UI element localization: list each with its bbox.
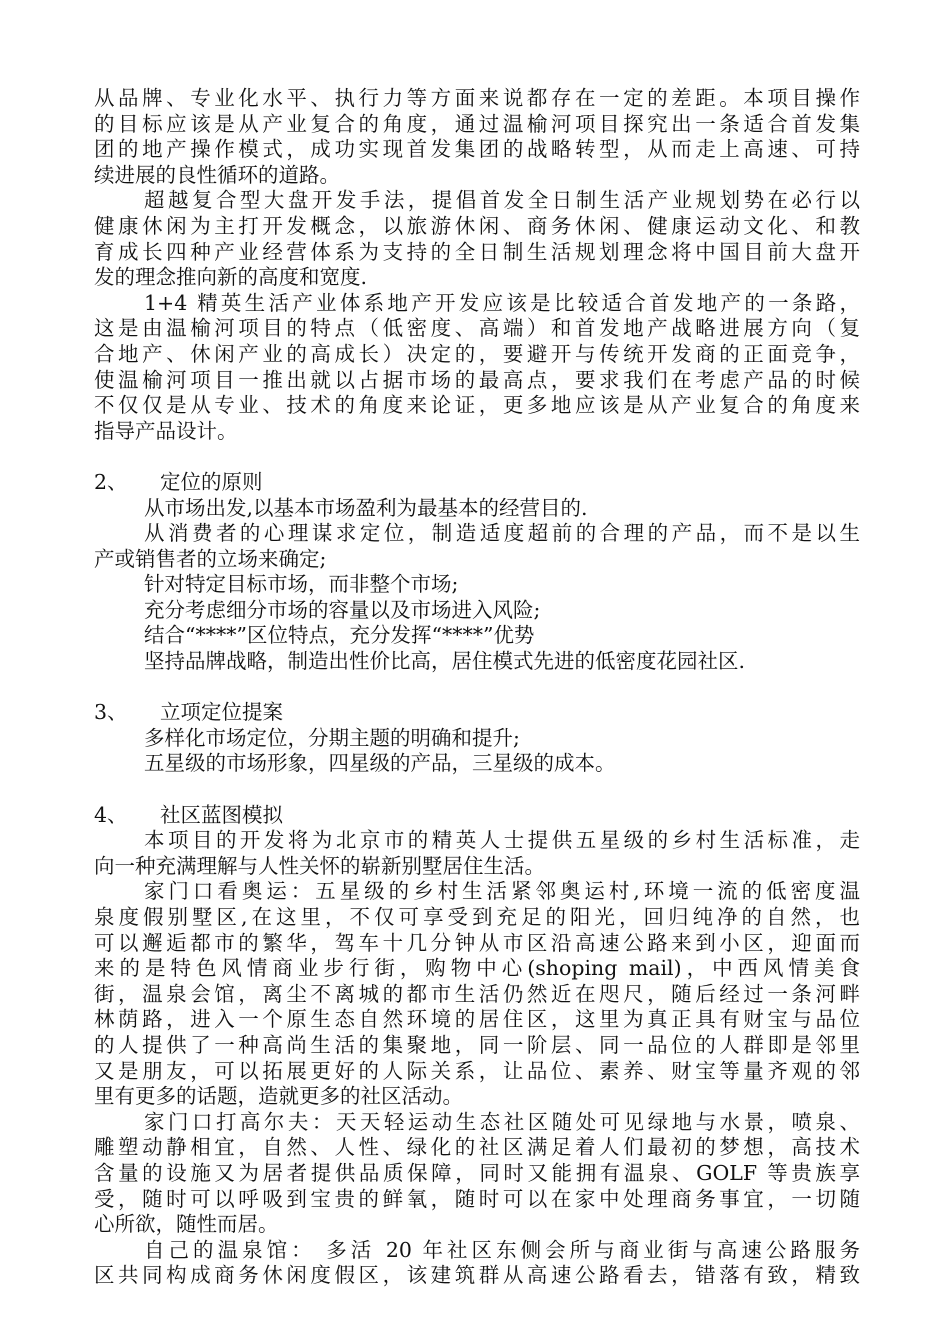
section-title: 立项定位提案 [160,700,283,725]
text-line: 发的理念推向新的高度和宽度. [94,265,368,290]
text-line: 林荫路，进入一个原生态自然环境的居住区，这里为真正具有财宝与品位 [94,1007,860,1032]
text-line: 团的地产操作模式，成功实现首发集团的战略转型，从而走上高速、可持 [94,137,860,162]
text-line: 从品牌、专业化水平、执行力等方面来说都存在一定的差距。本项目操作 [94,86,860,110]
text-line: 向一种充满理解与人性关怀的崭新别墅居住生活。 [94,853,545,878]
section-heading [94,470,860,496]
text-line: 超越复合型大盘开发手法，提倡首发全日制生活产业规划势在必行以 [144,188,860,213]
text-line: 使温榆河项目一推出就以占据市场的最高点，要求我们在考虑产品的时候 [94,367,860,392]
section-heading [94,700,860,726]
text-line: 含量的设施又为居者提供品质保障，同时又能拥有温泉、GOLF 等贵族享 [94,1160,860,1185]
text-line: 这是由温榆河项目的特点（低密度、高端）和首发地产战略进展方向（复 [94,316,860,341]
text-line: 家门口打高尔夫：天天轻运动生态社区随处可见绿地与水景，喷泉、 [144,1109,860,1134]
text-line: 1+4 精英生活产业体系地产开发应该是比较适合首发地产的一条路， [144,290,860,315]
text-line: 不仅仅是从专业、技术的角度来论证，更多地应该是从产业复合的角度来 [94,393,860,418]
text-line: 多样化市场定位，分期主题的明确和提升; [144,725,520,750]
section-number: 2、 [94,469,128,494]
text-line: 育成长四种产业经营体系为支持的全日制生活规划理念将中国目前大盘开 [94,239,860,264]
text-line: 坚持品牌战略，制造出性价比高，居住模式先进的低密度花园社区. [144,649,746,674]
document-page [94,86,860,1289]
text-line: 本项目的开发将为北京市的精英人士提供五星级的乡村生活标准，走 [144,828,860,853]
text-line: 里有更多的话题，造就更多的社区活动。 [94,1084,463,1109]
text-line: 泉度假别墅区,在这里，不仅可享受到充足的阳光，回归纯净的自然，也 [94,905,860,929]
section-number: 4、 [94,802,128,827]
text-line: 结合“****”区位特点，充分发挥“****”优势 [144,623,535,648]
section-number: 3、 [94,700,128,725]
text-line: 指导产品设计。 [94,418,238,443]
text-line: 续进展的良性循环的道路。 [94,162,340,187]
text-line: 的人提供了一种高尚生活的集聚地，同一阶层、同一品位的人群即是邻里 [94,1032,860,1057]
text-line: 从市场出发,以基本市场盈利为最基本的经营目的. [144,495,588,520]
text-line: 产或销售者的立场来确定; [94,546,327,571]
text-line: 雕塑动静相宜，自然、人性、绿化的社区满足着人们最初的梦想，高技术 [94,1135,860,1160]
paragraph-gap [94,444,860,470]
text-line: 的目标应该是从产业复合的角度，通过温榆河项目探究出一条适合首发集 [94,111,860,136]
text-line: 健康休闲为主打开发概念，以旅游休闲、商务休闲、健康运动文化、和教 [94,213,860,238]
text-line: 又是朋友，可以拓展更好的人际关系，让品位、素养、财宝等量齐观的邻 [94,1058,860,1083]
section-title: 定位的原则 [160,469,263,494]
text-line: 受，随时可以呼吸到宝贵的鲜氧，随时可以在家中处理商务事宜，一切随 [94,1186,860,1211]
section-heading [94,803,860,829]
text-line: 自己的温泉馆： 多活 20 年社区东侧会所与商业街与高速公路服务 [144,1237,860,1262]
text-line: 来的是特色风情商业步行街，购物中心(shoping mail)，中西风情美食 [94,956,860,981]
text-line: 区共同构成商务休闲度假区，该建筑群从高速公路看去，错落有致，精致 [94,1263,860,1288]
text-line: 可以邂逅都市的繁华，驾车十几分钟从市区沿高速公路来到小区，迎面而 [94,930,860,955]
text-line: 合地产、休闲产业的高成长）决定的，要避开与传统开发商的正面竞争， [94,341,860,366]
text-line: 家门口看奥运：五星级的乡村生活紧邻奥运村,环境一流的低密度温 [144,879,860,904]
text-line: 五星级的市场形象，四星级的产品，三星级的成本。 [144,751,616,776]
section-title: 社区蓝图模拟 [160,802,283,827]
text-line: 针对特定目标市场，而非整个市场; [144,572,459,597]
paragraph-gap [94,675,860,701]
text-line: 心所欲，随性而居。 [94,1212,279,1237]
text-line: 充分考虑细分市场的容量以及市场进入风险; [144,597,541,622]
paragraph-gap [94,777,860,803]
text-line: 街，温泉会馆，离尘不离城的都市生活仍然近在咫尺，随后经过一条河畔 [94,981,860,1006]
text-line: 从消费者的心理谋求定位，制造适度超前的合理的产品，而不是以生 [144,521,860,546]
